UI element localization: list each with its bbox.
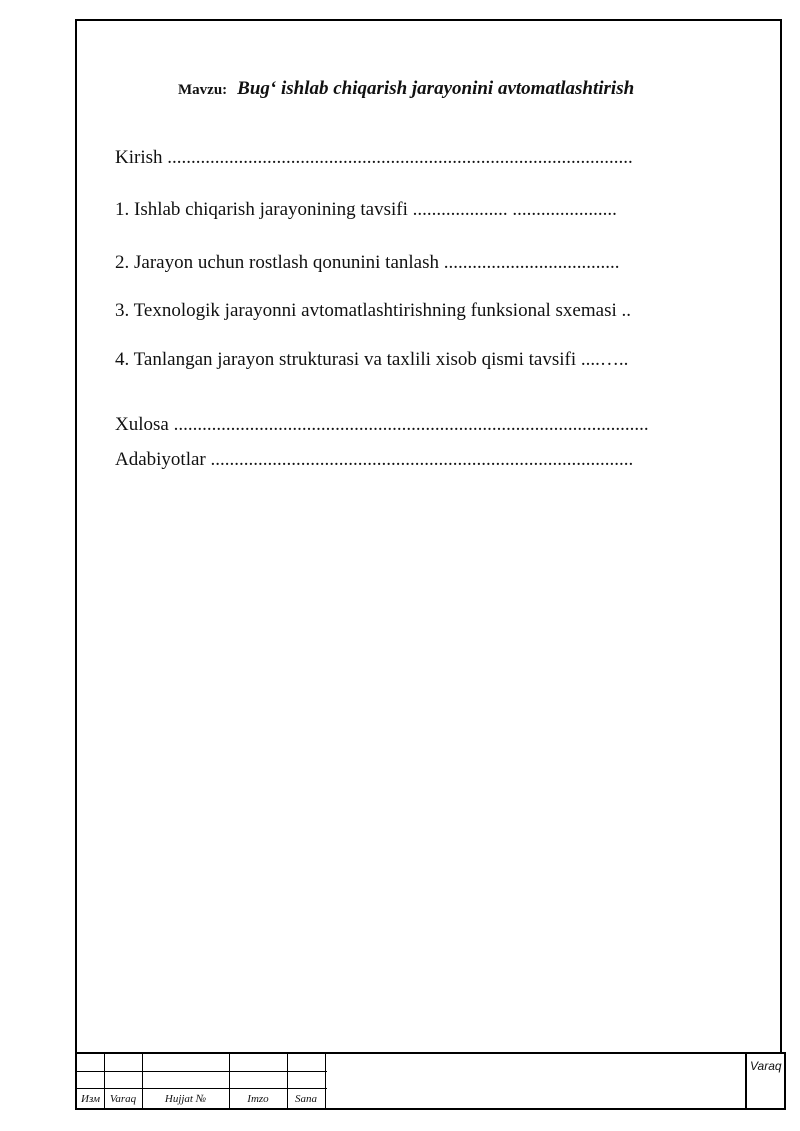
topic-text: Bug‘ ishlab chiqarish jarayonini avtomatlashtirish xyxy=(237,78,635,99)
title-block xyxy=(75,1052,786,1110)
toc-item-4: 4. Tanlangan jarayon strukturasi va taxlili xisob qismi tavsifi ....….. xyxy=(115,349,629,370)
stamp-label-imzo: Imzo xyxy=(247,1093,269,1105)
sheet-label: Varaq xyxy=(750,1059,782,1073)
toc-item-conclusion: Xulosa .................................................................................................... xyxy=(115,414,649,435)
stamp-label-hujjat: Hujjat № xyxy=(164,1093,207,1105)
toc-item-3: 3. Texnologik jarayonni avtomatlashtirishning funksional sxemasi .. xyxy=(115,300,631,321)
sheet-number-box xyxy=(745,1054,784,1108)
stamp-label-varaq: Varaq xyxy=(109,1093,137,1105)
toc-item-intro: Kirish .................................................................................................. xyxy=(115,147,633,168)
page-frame xyxy=(75,19,782,1054)
stamp-label-sana: Sana xyxy=(295,1093,317,1105)
toc-item-2: 2. Jarayon uchun rostlash qonunini tanlash ..................................... xyxy=(115,252,620,273)
topic-label: Mavzu: xyxy=(178,82,228,98)
toc-item-1: 1. Ishlab chiqarish jarayonining tavsifi .................... ...................... xyxy=(115,199,617,220)
toc-item-references: Adabiyotlar ......................................................................................... xyxy=(115,449,634,470)
stamp-label-izm: Изм xyxy=(81,1093,100,1105)
page-title xyxy=(178,78,634,100)
